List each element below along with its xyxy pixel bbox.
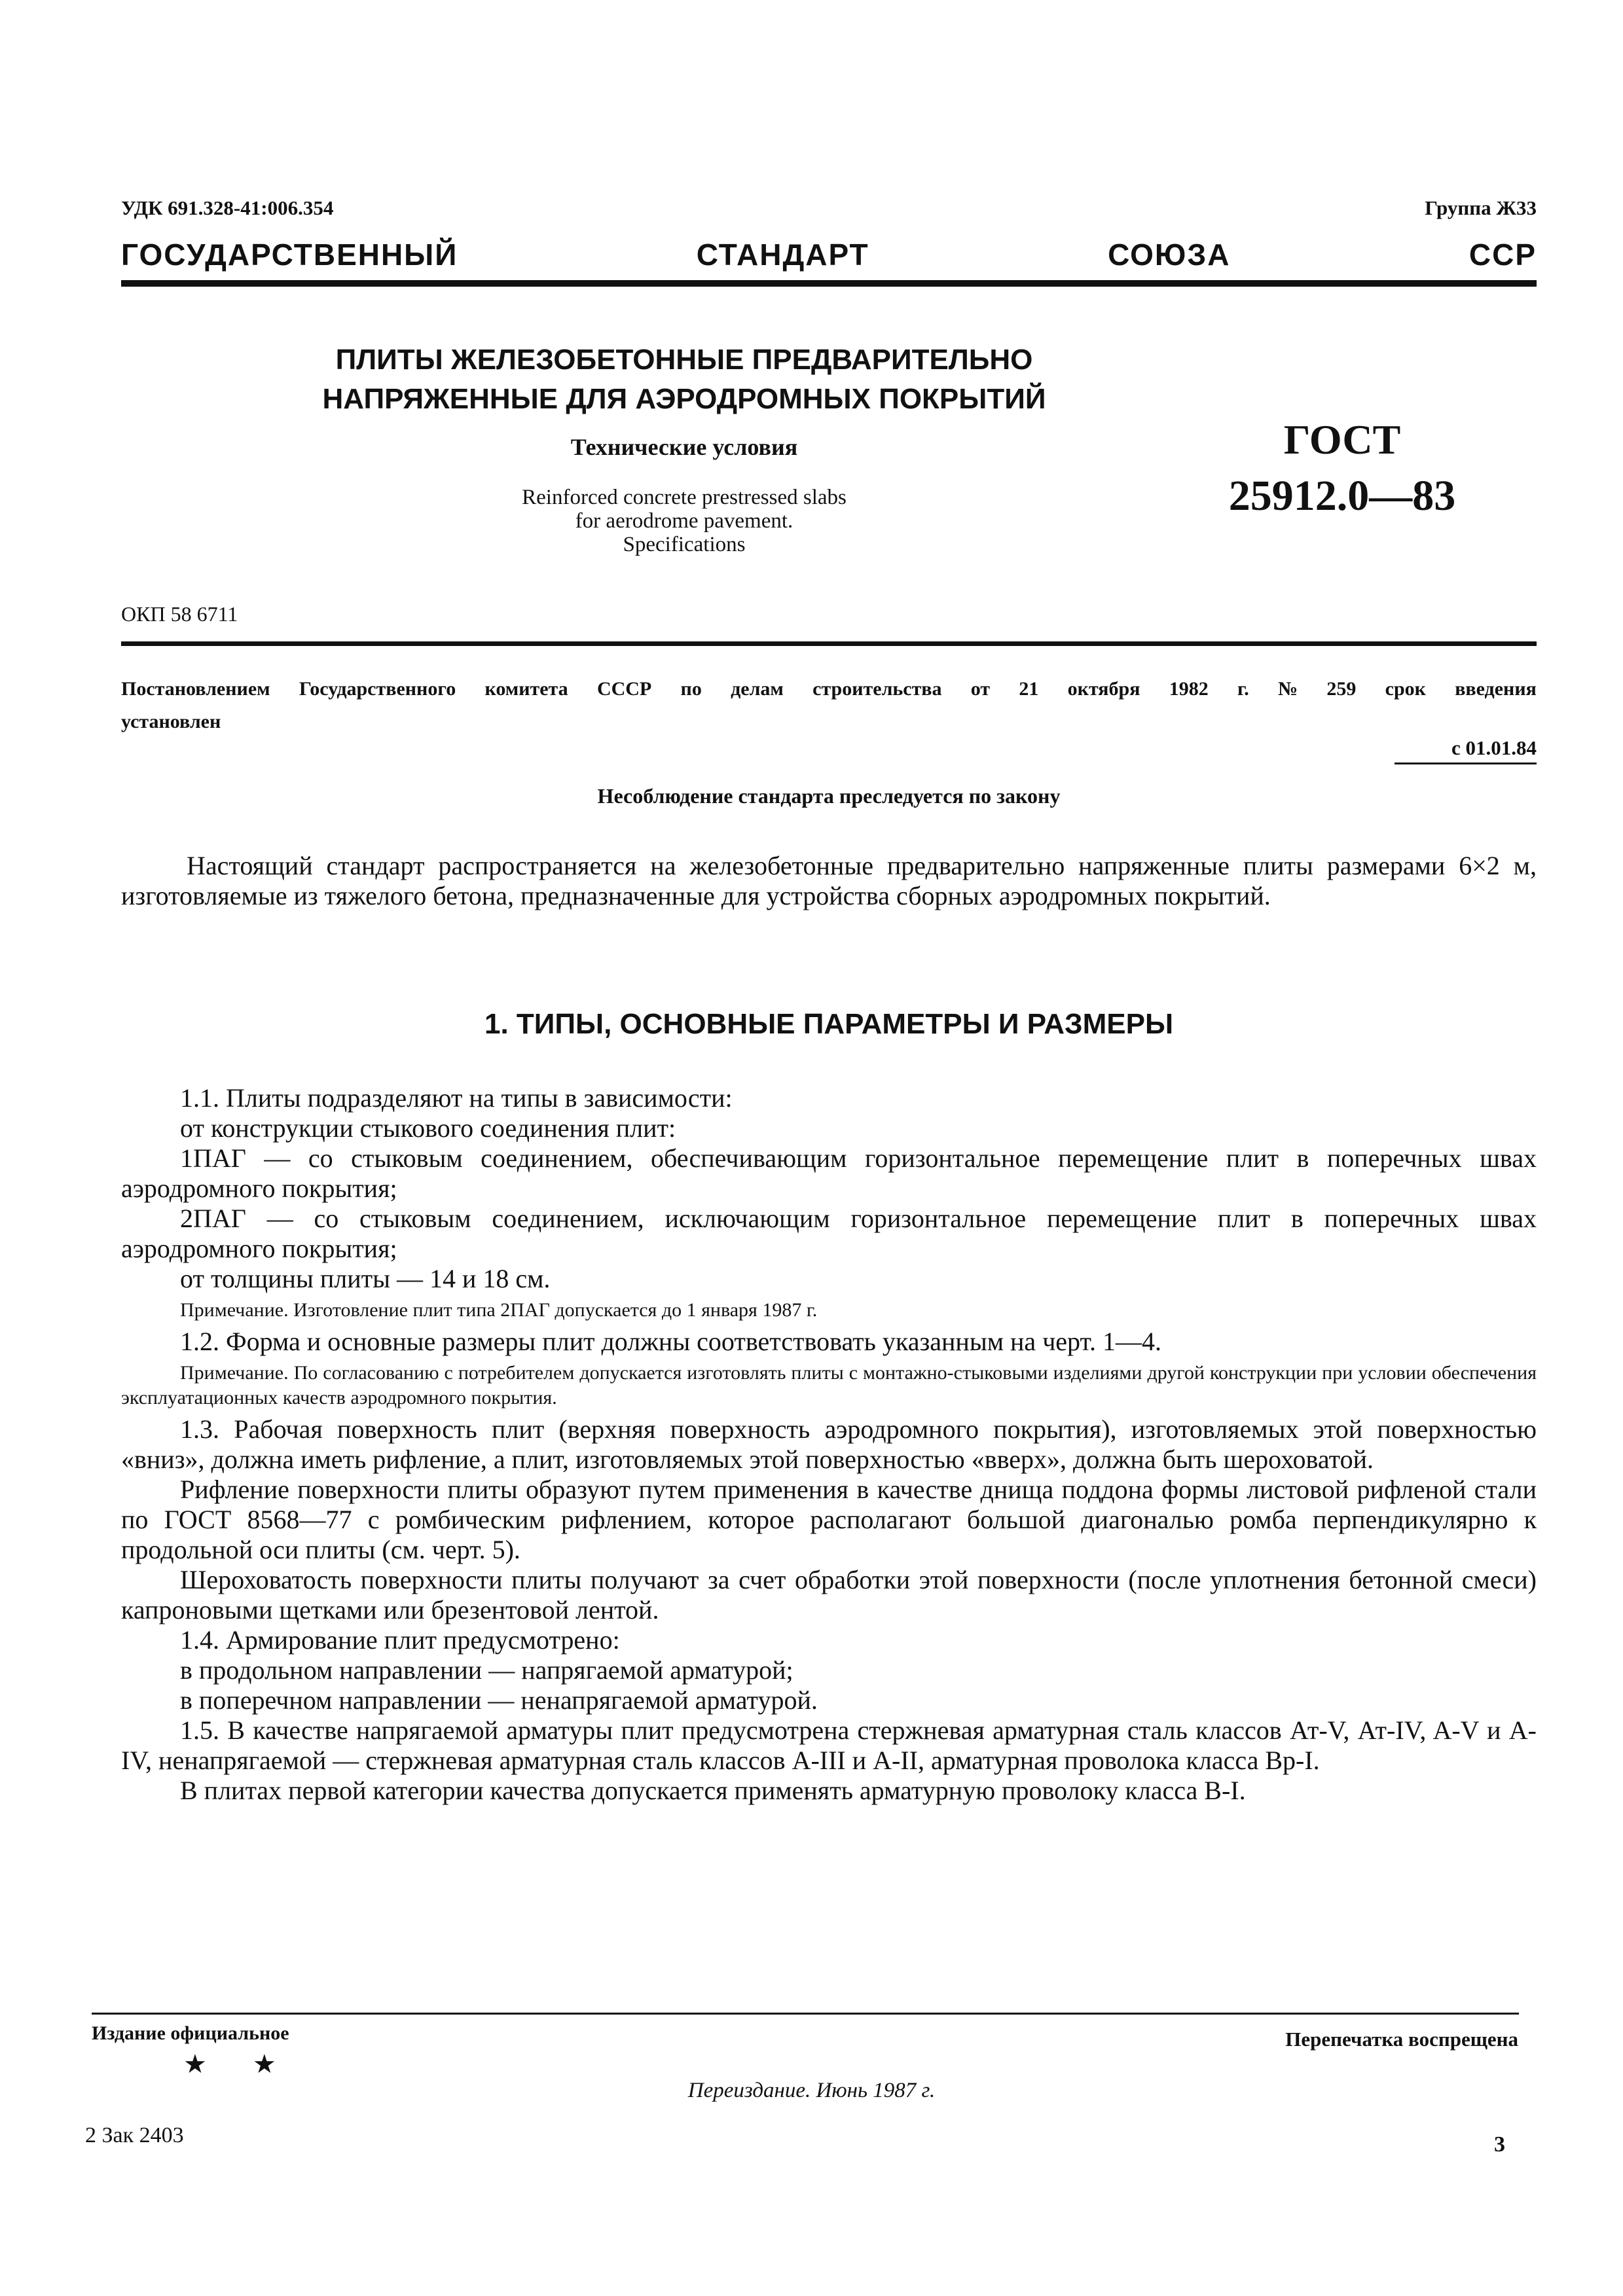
english-title-line-3: Specifications	[623, 533, 746, 556]
note-1: Примечание. Изготовление плит типа 2ПАГ допускается до 1 января 1987 г.	[180, 1299, 818, 1321]
group-code: Группа Ж33	[1425, 196, 1537, 219]
okp-rule	[121, 641, 1537, 646]
english-title-line-1: Reinforced concrete prestressed slabs	[522, 486, 847, 509]
clause-1-1-b: 1ПАГ — со стыковым соединением, обеспечивающим горизонтальное перемещение плит в поперечных швах аэродромного покрытия;	[121, 1143, 1537, 1203]
clause-1-1: 1.1. Плиты подразделяют на типы в зависимости:	[180, 1083, 733, 1113]
decree-word: по	[680, 678, 702, 700]
clause-1-4-b: в поперечном направлении — ненапрягаемой арматурой.	[180, 1685, 818, 1715]
section-1-title: 1. ТИПЫ, ОСНОВНЫЕ ПАРАМЕТРЫ И РАЗМЕРЫ	[484, 1008, 1174, 1040]
decree-statement	[121, 673, 1537, 738]
date-underline	[1395, 762, 1537, 764]
decree-word: делам	[731, 678, 784, 700]
banner-word-2: СТАНДАРТ	[696, 238, 869, 272]
header-rule-thick	[121, 280, 1537, 287]
clause-1-1-c: 2ПАГ — со стыковым соединением, исключающим горизонтальное перемещение плит в поперечных швах аэродромного покрытия;	[121, 1204, 1537, 1263]
decree-word: 259	[1326, 678, 1357, 700]
clause-1-3-a: Рифление поверхности плиты образуют путем применения в качестве днища поддона формы листовой рифленой стали по ГОСТ 8568—77 с ромбическим рифлением, которое располагают большой диагональю ромба перпендикулярно к продольной оси плиты (см. черт. 5).	[121, 1475, 1537, 1564]
decree-word: строительства	[812, 678, 942, 700]
clause-1-1-a: от конструкции стыкового соединения плит:	[180, 1113, 676, 1143]
decree-word: Государственного	[299, 678, 456, 700]
clause-1-4-a: в продольном направлении — напрягаемой арматурой;	[180, 1655, 793, 1685]
decree-word: №	[1277, 678, 1298, 700]
decree-line-1	[121, 673, 1537, 706]
decree-word: от	[970, 678, 991, 700]
print-order-number: 2 Зак 2403	[85, 2123, 184, 2147]
decree-word: 21	[1019, 678, 1039, 700]
clause-1-1-d: от толщины плиты — 14 и 18 см.	[180, 1264, 551, 1293]
legal-notice: Несоблюдение стандарта преследуется по закону	[597, 784, 1061, 808]
clause-1-4: 1.4. Армирование плит предусмотрено:	[180, 1625, 620, 1655]
state-standard-banner	[121, 237, 1537, 272]
udk-code: УДК 691.328-41:006.354	[121, 196, 334, 219]
title-line-2: НАПРЯЖЕННЫЕ ДЛЯ АЭРОДРОМНЫХ ПОКРЫТИЙ	[322, 383, 1046, 415]
decree-word: срок	[1385, 678, 1426, 700]
gost-label: ГОСТ	[1283, 416, 1401, 463]
document-subtitle: Технические условия	[570, 434, 798, 460]
official-edition-label: Издание официальное	[92, 2022, 289, 2044]
decree-word: г.	[1237, 678, 1249, 700]
clause-1-3-b: Шероховатость поверхности плиты получают за счет обработки этой поверхности (после уплотнения бетонной смеси) капроновыми щетками или брезентовой лентой.	[121, 1565, 1537, 1624]
decree-line-2: установлен	[121, 711, 221, 732]
banner-word-4: ССР	[1468, 238, 1537, 272]
decree-word: октября	[1067, 678, 1140, 700]
decree-word: Постановлением	[121, 678, 270, 700]
intro-paragraph: Настоящий стандарт распространяется на железобетонные предварительно напряженные плиты размерами 6×2 м, изготовляемые из тяжелого бетона, предназначенные для устройства сборных аэродромных покрытий.	[121, 851, 1537, 910]
footer-rule	[92, 2013, 1519, 2015]
gost-number: 25912.0—83	[1228, 472, 1456, 520]
decree-word: комитета	[484, 678, 568, 700]
title-line-1: ПЛИТЫ ЖЕЛЕЗОБЕТОННЫЕ ПРЕДВАРИТЕЛЬНО	[335, 344, 1033, 376]
clause-1-5: 1.5. В качестве напрягаемой арматуры плит предусмотрена стержневая арматурная сталь классов Ат-V, Ат-IV, A-V и A-IV, ненапрягаемой — стержневая арматурная сталь классов A-III и A-II, арматурная проволока класса Вр-I.	[121, 1715, 1537, 1775]
clause-1-5-a: В плитах первой категории качества допускается применять арматурную проволоку класса B-I.	[180, 1776, 1246, 1805]
english-title-line-2: for aerodrome pavement.	[575, 509, 793, 533]
section-1-content	[121, 1083, 1537, 1806]
decree-word: СССР	[596, 678, 652, 700]
reprint-prohibited-label: Перепечатка воспрещена	[1285, 2028, 1518, 2051]
clause-1-2: 1.2. Форма и основные размеры плит должны соответствовать указанным на черт. 1—4.	[180, 1327, 1162, 1356]
banner-word-1: ГОСУДАРСТВЕННЫЙ	[121, 238, 458, 272]
english-title	[249, 486, 1120, 556]
decree-word: 1982	[1169, 678, 1209, 700]
reissue-note: Переиздание. Июнь 1987 г.	[687, 2079, 936, 2102]
introduction-date: с 01.01.84	[1451, 736, 1537, 759]
page-number: 3	[1494, 2132, 1505, 2157]
clause-1-3: 1.3. Рабочая поверхность плит (верхняя поверхность аэродромного покрытия), изготовляемых этой поверхностью «вниз», должна иметь рифление, а плит, изготовляемых этой поверхностью «вверх», должна быть шероховатой.	[121, 1414, 1537, 1474]
banner-word-3: СОЮЗА	[1108, 238, 1231, 272]
document-title	[249, 340, 1120, 419]
decree-word: введения	[1455, 678, 1537, 700]
note-2: Примечание. По согласованию с потребителем допускается изготовлять плиты с монтажно-стыковыми изделиями другой конструкции при условии обеспечения эксплуатационных качеств аэродромного покрытия.	[121, 1362, 1537, 1408]
intro-section	[121, 851, 1537, 911]
star-marks: ★ ★	[183, 2049, 296, 2079]
okp-code: ОКП 58 6711	[121, 602, 238, 626]
